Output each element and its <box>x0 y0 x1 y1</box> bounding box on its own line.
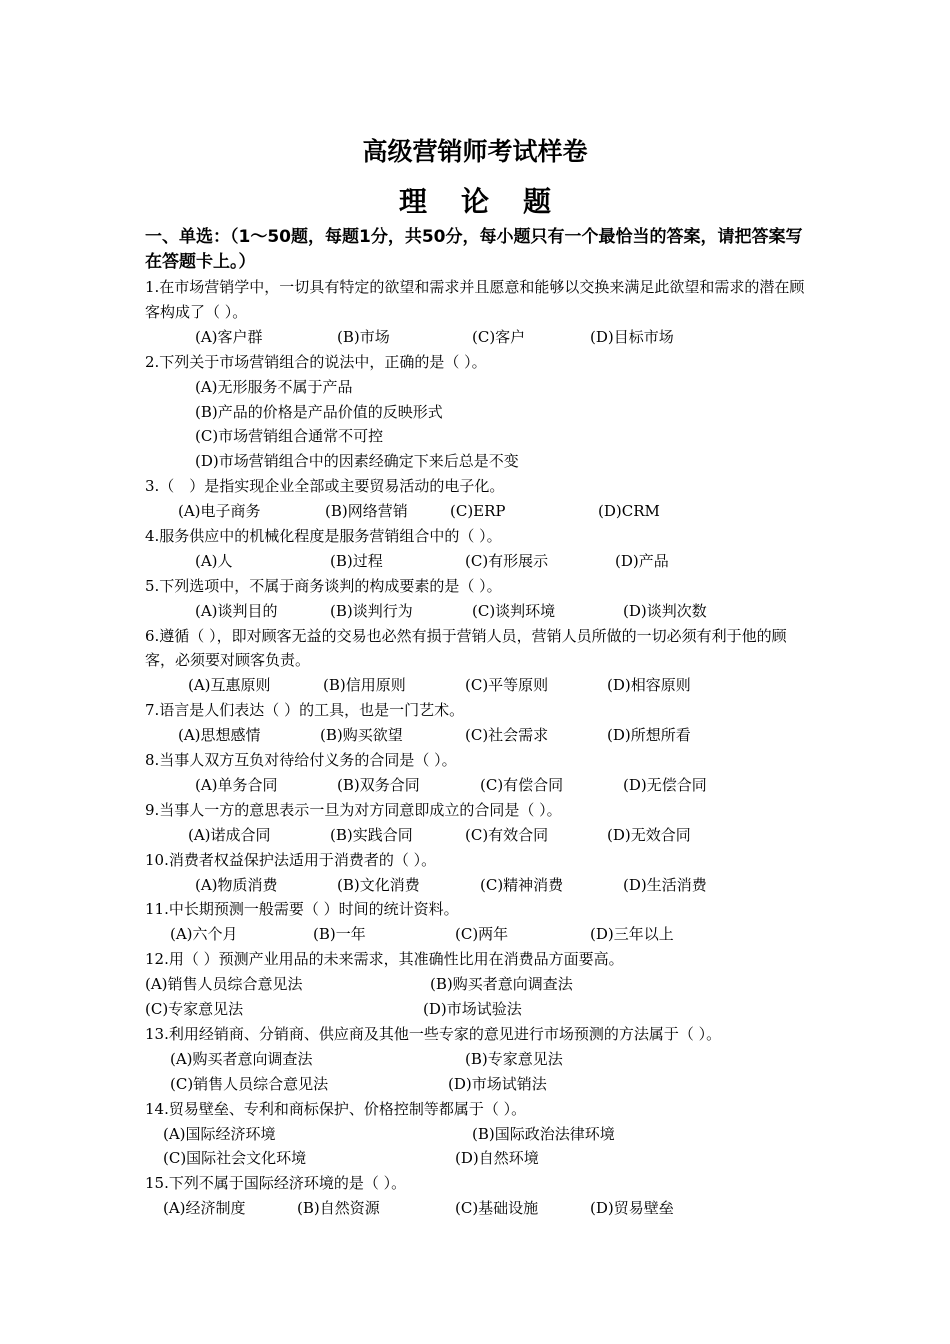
option-row <box>145 673 810 698</box>
option-b: (B)购买欲望 <box>320 726 403 745</box>
option-b: (B)文化消费 <box>337 875 420 894</box>
option-c: (C)两年 <box>455 925 509 944</box>
option-row <box>145 1196 810 1221</box>
option-c: (C)有偿合同 <box>480 775 564 794</box>
option-c: (C)客户 <box>472 327 526 346</box>
question-text: 2.下列关于市场营销组合的说法中，正确的是（ ）。 <box>145 352 487 371</box>
option-b: (B)过程 <box>330 551 383 570</box>
option-d: (D)市场试验法 <box>423 1000 522 1019</box>
question-text: 8.当事人双方互负对待给付义务的合同是（ ）。 <box>145 751 457 770</box>
option-b: (B)购买者意向调查法 <box>430 975 573 994</box>
option-b: (B)实践合同 <box>330 825 413 844</box>
option-row <box>145 424 810 449</box>
option-a: (A)销售人员综合意见法 <box>145 975 303 994</box>
option-a: (A)电子商务 <box>178 502 261 521</box>
option-b: (B)专家意见法 <box>465 1049 563 1068</box>
option-a: (A)单务合同 <box>195 775 278 794</box>
question-text: 4.服务供应中的机械化程度是服务营销组合中的（ ）。 <box>145 526 502 545</box>
option-d: (D)三年以上 <box>590 925 674 944</box>
option-c: (C)社会需求 <box>465 726 549 745</box>
question-text: 12.用（ ）预测产业用品的未来需求，其准确性比用在消费品方面要高。 <box>145 950 624 969</box>
option-row <box>145 375 810 400</box>
option-row <box>145 723 810 748</box>
option-a: (A)物质消费 <box>195 875 278 894</box>
question-list <box>145 275 810 1221</box>
option-row <box>145 773 810 798</box>
option-row <box>145 972 810 997</box>
option-d: (D)市场营销组合中的因素经确定下来后总是不变 <box>195 452 519 471</box>
option-row <box>145 325 810 350</box>
option-row <box>145 449 810 474</box>
option-d: (D)CRM <box>598 502 660 521</box>
question-text: 10.消费者权益保护法适用于消费者的（ ）。 <box>145 850 437 869</box>
option-row <box>145 499 810 524</box>
option-a: (A)思想感情 <box>178 726 261 745</box>
option-d: (D)所想所看 <box>607 726 691 745</box>
option-d: (D)无效合同 <box>607 825 691 844</box>
option-d: (D)谈判次数 <box>623 601 707 620</box>
option-a: (A)互惠原则 <box>188 676 271 695</box>
question-text: 11.中长期预测一般需要（ ）时间的统计资料。 <box>145 900 459 919</box>
option-a: (A)谈判目的 <box>195 601 278 620</box>
option-row <box>145 873 810 898</box>
option-row <box>145 549 810 574</box>
page-subtitle: 理论题 <box>398 185 585 218</box>
option-d: (D)无偿合同 <box>623 775 707 794</box>
option-a: (A)人 <box>195 551 233 570</box>
option-row <box>145 599 810 624</box>
option-a: (A)诺成合同 <box>188 825 271 844</box>
question-text: 3.（ ）是指实现企业全部或主要贸易活动的电子化。 <box>145 477 505 496</box>
option-b: (B)一年 <box>313 925 366 944</box>
option-c: (C)平等原则 <box>465 676 549 695</box>
option-row <box>145 823 810 848</box>
option-c: (C)市场营销组合通常不可控 <box>195 427 384 446</box>
option-b: (B)谈判行为 <box>330 601 413 620</box>
option-d: (D)相容原则 <box>607 676 691 695</box>
section-heading: 一、单选：（1～50题，每题1分，共50分，每小题只有一个最恰当的答案，请把答案写在答题卡上。） <box>145 227 803 272</box>
page-title: 高级营销师考试样卷 <box>362 137 588 166</box>
option-a: (A)经济制度 <box>163 1199 246 1218</box>
option-row <box>145 400 810 425</box>
option-c: (C)专家意见法 <box>145 1000 244 1019</box>
option-d: (D)市场试销法 <box>448 1074 547 1093</box>
option-row <box>145 1047 810 1072</box>
option-row <box>145 1072 810 1097</box>
option-c: (C)精神消费 <box>480 875 564 894</box>
question-text: 5.下列选项中，不属于商务谈判的构成要素的是（ ）。 <box>145 576 502 595</box>
option-b: (B)产品的价格是产品价值的反映形式 <box>195 402 443 421</box>
option-a: (A)客户群 <box>195 327 263 346</box>
question-text: 15.下列不属于国际经济环境的是（ ）。 <box>145 1174 407 1193</box>
option-c: (C)ERP <box>450 502 506 521</box>
option-b: (B)网络营销 <box>325 502 408 521</box>
question-text: 13.利用经销商、分销商、供应商及其他一些专家的意见进行市场预测的方法属于（ ）。 <box>145 1024 722 1043</box>
option-c: (C)国际社会文化环境 <box>163 1149 307 1168</box>
option-d: (D)贸易壁垒 <box>590 1199 674 1218</box>
option-a: (A)购买者意向调查法 <box>170 1049 313 1068</box>
option-b: (B)市场 <box>337 327 390 346</box>
question-text: 14.贸易壁垒、专利和商标保护、价格控制等都属于（ ）。 <box>145 1099 527 1118</box>
option-b: (B)自然资源 <box>297 1199 380 1218</box>
question-text: 1.在市场营销学中，一切具有特定的欲望和需求并且愿意和能够以交换来满足此欲望和需求的潜在顾客构成了（ ）。 <box>145 278 805 321</box>
option-c: (C)谈判环境 <box>472 601 556 620</box>
option-row <box>145 1122 810 1147</box>
option-c: (C)销售人员综合意见法 <box>170 1074 329 1093</box>
option-row <box>145 997 810 1022</box>
question-text: 6.遵循（ ），即对顾客无益的交易也必然有损于营销人员，营销人员所做的一切必须有利于他的顾客，必须要对顾客负责。 <box>145 626 787 670</box>
option-c: (C)有形展示 <box>465 551 549 570</box>
option-a: (A)国际经济环境 <box>163 1124 276 1143</box>
option-b: (B)国际政治法律环境 <box>472 1124 615 1143</box>
option-c: (C)基础设施 <box>455 1199 539 1218</box>
question-text: 7.语言是人们表达（ ）的工具，也是一门艺术。 <box>145 701 465 720</box>
option-b: (B)双务合同 <box>337 775 420 794</box>
option-c: (C)有效合同 <box>465 825 549 844</box>
option-row <box>145 1146 810 1171</box>
question-text: 9.当事人一方的意思表示一旦为对方同意即成立的合同是（ ）。 <box>145 800 562 819</box>
option-a: (A)六个月 <box>170 925 238 944</box>
option-row <box>145 922 810 947</box>
option-a: (A)无形服务不属于产品 <box>195 377 353 396</box>
option-d: (D)目标市场 <box>590 327 674 346</box>
option-d: (D)生活消费 <box>623 875 707 894</box>
option-d: (D)产品 <box>615 551 669 570</box>
option-d: (D)自然环境 <box>455 1149 539 1168</box>
option-b: (B)信用原则 <box>323 676 406 695</box>
